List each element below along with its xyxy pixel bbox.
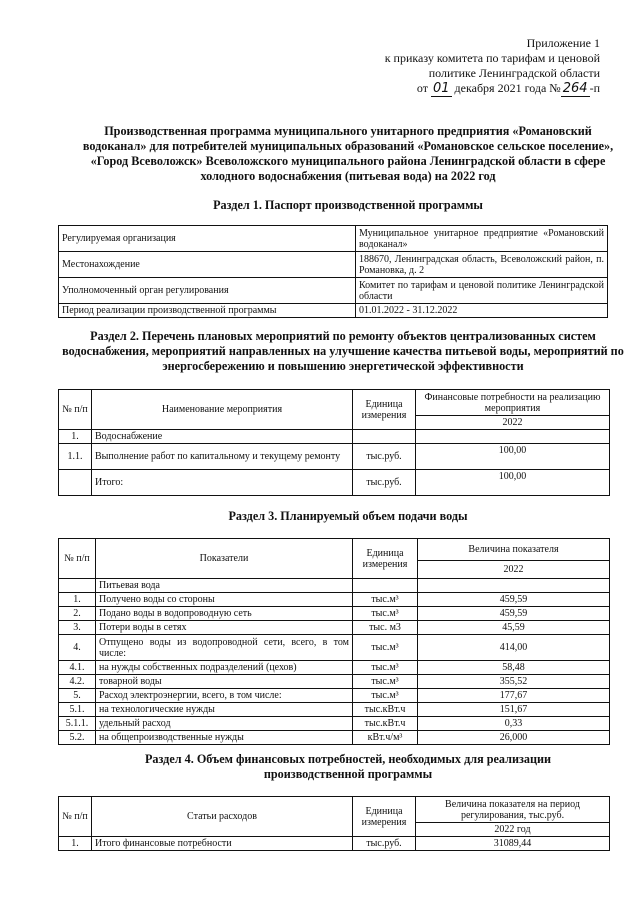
document-title: Производственная программа муниципального унитарного предприятия «Романовский водоканал» для потребителей муниципальных образований «Романовское сельское поселение», «Город Всеволожск» Всеволожского муниципального района Ленинградской области в сфере холодного водоснабжения (питьевая вода) на 2022 год <box>82 124 614 183</box>
table-row <box>59 703 610 717</box>
cell-num: 2. <box>59 607 96 621</box>
section3-heading: Раздел 3. Планируемый объем подачи воды <box>228 509 468 523</box>
cell-unit: тыс.м³ <box>353 675 418 689</box>
table-row <box>59 837 610 851</box>
cell-unit: тыс. м3 <box>353 621 418 635</box>
col-name-header: Наименование мероприятия <box>92 390 353 430</box>
cell-num <box>59 579 96 593</box>
cell-num: 1. <box>59 593 96 607</box>
water-volume-table <box>58 538 610 745</box>
cell-value: 58,48 <box>418 661 610 675</box>
cell-num: 1. <box>59 837 92 851</box>
passport-value: 01.01.2022 - 31.12.2022 <box>356 304 608 318</box>
section1-heading: Раздел 1. Паспорт производственной программы <box>213 198 483 212</box>
passport-label: Период реализации производственной программы <box>59 304 356 318</box>
col-unit-header: Единица измерения <box>353 390 416 430</box>
table-header-row <box>59 539 610 561</box>
cell-unit <box>353 579 418 593</box>
cell-name: Расход электроэнергии, всего, в том числе: <box>96 689 353 703</box>
table-row <box>59 579 610 593</box>
passport-label: Местонахождение <box>59 252 356 278</box>
cell-unit <box>353 430 416 444</box>
cell-value: 45,59 <box>418 621 610 635</box>
cell-name: на общепроизводственные нужды <box>96 731 353 745</box>
section4-heading: Раздел 4. Объем финансовых потребностей, необходимых для реализации производственной программы <box>144 752 552 781</box>
cell-name: Итого финансовые потребности <box>92 837 353 851</box>
cell-value: 26,000 <box>418 731 610 745</box>
cell-num: 1. <box>59 430 92 444</box>
cell-value: 177,67 <box>418 689 610 703</box>
table-row <box>59 226 608 252</box>
cell-value: 459,59 <box>418 607 610 621</box>
cell-unit: тыс.кВт.ч <box>353 703 418 717</box>
appendix-committee-line: политике Ленинградской области <box>428 66 600 80</box>
cell-num: 4. <box>59 635 96 661</box>
col-val-header: Величина показателя на период регулирования, тыс.руб. <box>416 797 610 823</box>
cell-name: на нужды собственных подразделений (цехов) <box>96 661 353 675</box>
cell-value: 459,59 <box>418 593 610 607</box>
table-row <box>59 430 610 444</box>
measures-table <box>58 389 610 496</box>
passport-value: Муниципальное унитарное предприятие «Романовский водоканал» <box>356 226 608 252</box>
cell-num <box>59 470 92 496</box>
cell-num: 3. <box>59 621 96 635</box>
col-name-header: Показатели <box>96 539 353 579</box>
cell-name: на технологические нужды <box>96 703 353 717</box>
cell-unit: тыс.м³ <box>353 607 418 621</box>
table-row <box>59 593 610 607</box>
cell-unit: кВт.ч/м³ <box>353 731 418 745</box>
table-row <box>59 635 610 661</box>
passport-value: 188670, Ленинградская область, Всеволожский район, п. Романовка, д. 2 <box>356 252 608 278</box>
cell-num: 1.1. <box>59 444 92 470</box>
table-row <box>59 304 608 318</box>
appendix-block <box>360 36 600 96</box>
handwritten-day: 01 <box>433 81 450 96</box>
table-header-row <box>59 797 610 823</box>
cell-unit: тыс.руб. <box>353 444 416 470</box>
cell-unit: тыс.кВт.ч <box>353 717 418 731</box>
col-num-header: № п/п <box>59 539 96 579</box>
col-year-header: 2022 <box>418 561 610 579</box>
cell-value <box>418 579 610 593</box>
cell-num: 4.1. <box>59 661 96 675</box>
finance-table <box>58 796 610 851</box>
col-num-header: № п/п <box>59 797 92 837</box>
section2-heading: Раздел 2. Перечень плановых мероприятий по ремонту объектов централизованных систем водоснабжения, мероприятий направленных на улучшение качества питьевой воды, мероприятий по энергосбережению и повышению энергетической эффективности <box>62 329 624 373</box>
cell-name: Итого: <box>92 470 353 496</box>
cell-unit: тыс.м³ <box>353 689 418 703</box>
appendix-order-line: к приказу комитета по тарифам и ценовой <box>384 51 600 65</box>
appendix-date-line <box>360 81 600 96</box>
table-row <box>59 278 608 304</box>
cell-value: 414,00 <box>418 635 610 661</box>
table-row <box>59 621 610 635</box>
cell-name: Потери воды в сетях <box>96 621 353 635</box>
cell-unit: тыс.руб. <box>353 837 416 851</box>
col-year-header: 2022 год <box>416 823 610 837</box>
cell-value: 0,33 <box>418 717 610 731</box>
col-year-header: 2022 <box>416 416 610 430</box>
cell-value: 100,00 <box>416 444 610 470</box>
cell-name: Получено воды со стороны <box>96 593 353 607</box>
handwritten-number: 264 <box>562 81 588 96</box>
table-row <box>59 661 610 675</box>
cell-name: товарной воды <box>96 675 353 689</box>
passport-value: Комитет по тарифам и ценовой политике Ленинградской области <box>356 278 608 304</box>
cell-unit: тыс.м³ <box>353 661 418 675</box>
cell-value <box>416 430 610 444</box>
table-row <box>59 689 610 703</box>
cell-unit: тыс.руб. <box>353 470 416 496</box>
cell-name: Выполнение работ по капитальному и текущему ремонту <box>92 444 353 470</box>
cell-value: 355,52 <box>418 675 610 689</box>
cell-name: Водоснабжение <box>92 430 353 444</box>
cell-unit: тыс.м³ <box>353 635 418 661</box>
cell-name: Отпущено воды из водопроводной сети, всего, в том числе: <box>96 635 353 661</box>
table-row <box>59 675 610 689</box>
col-name-header: Статьи расходов <box>92 797 353 837</box>
passport-label: Уполномоченный орган регулирования <box>59 278 356 304</box>
cell-num: 5.2. <box>59 731 96 745</box>
cell-num: 5.1.1. <box>59 717 96 731</box>
cell-value: 151,67 <box>418 703 610 717</box>
cell-name: Питьевая вода <box>96 579 353 593</box>
table-row <box>59 470 610 496</box>
date-mid: декабря 2021 года № <box>454 81 561 95</box>
cell-num: 5.1. <box>59 703 96 717</box>
col-fin-header: Финансовые потребности на реализацию мероприятия <box>416 390 610 416</box>
table-row <box>59 444 610 470</box>
col-num-header: № п/п <box>59 390 92 430</box>
cell-value: 100,00 <box>416 470 610 496</box>
date-suffix: -п <box>589 81 600 95</box>
cell-num: 4.2. <box>59 675 96 689</box>
col-unit-header: Единица измерения <box>353 539 418 579</box>
table-header-row <box>59 390 610 416</box>
col-unit-header: Единица измерения <box>353 797 416 837</box>
table-row <box>59 607 610 621</box>
passport-label: Регулируемая организация <box>59 226 356 252</box>
cell-num: 5. <box>59 689 96 703</box>
date-prefix: от <box>416 81 428 95</box>
cell-name: Подано воды в водопроводную сеть <box>96 607 353 621</box>
passport-table <box>58 225 608 318</box>
col-val-header: Величина показателя <box>418 539 610 561</box>
table-row <box>59 252 608 278</box>
cell-value: 31089,44 <box>416 837 610 851</box>
table-row <box>59 717 610 731</box>
appendix-title: Приложение 1 <box>526 36 600 50</box>
cell-name: удельный расход <box>96 717 353 731</box>
table-row <box>59 731 610 745</box>
cell-unit: тыс.м³ <box>353 593 418 607</box>
